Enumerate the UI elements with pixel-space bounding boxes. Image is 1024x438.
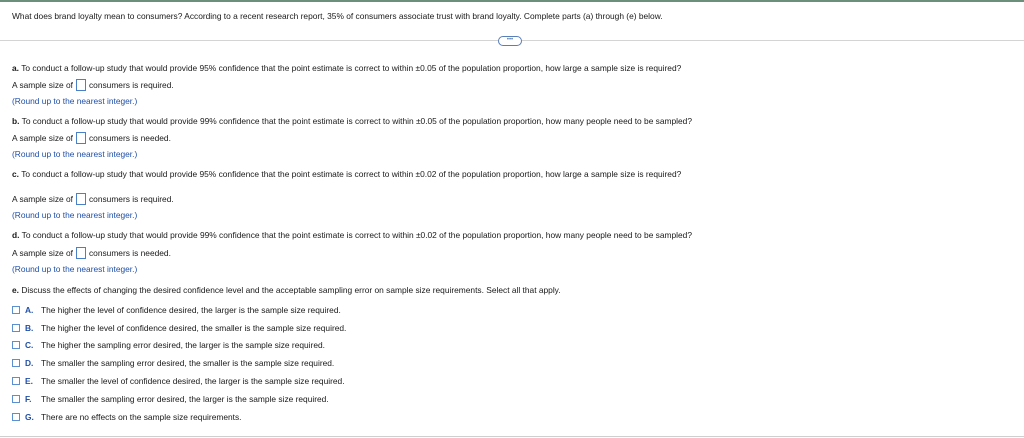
part-c-suffix: consumers is required. <box>88 194 174 204</box>
part-a-text: To conduct a follow-up study that would provide 95% confidence that the point estimate is correct to within ±0.05 of the population proportion, how large a sample size is required? <box>21 63 682 73</box>
part-c-answer-line <box>12 193 174 205</box>
part-a-answer-line <box>12 79 174 91</box>
option-c[interactable] <box>12 340 325 350</box>
part-e-label: e. <box>12 285 19 295</box>
part-e-question <box>12 285 561 295</box>
part-c-prefix: A sample size of <box>12 194 73 204</box>
part-b-hint: (Round up to the nearest integer.) <box>12 149 138 159</box>
option-b-letter: B. <box>25 323 34 333</box>
part-a-suffix: consumers is required. <box>88 80 174 90</box>
part-c-label: c. <box>12 169 19 179</box>
part-d-answer-input[interactable] <box>76 247 86 259</box>
option-e-letter: E. <box>25 376 33 386</box>
option-b[interactable] <box>12 323 346 333</box>
option-g-checkbox[interactable] <box>12 413 20 421</box>
bottom-divider <box>0 436 1024 437</box>
option-e-text: The smaller the level of confidence desired, the larger is the sample size required. <box>41 376 345 386</box>
part-b-suffix: consumers is needed. <box>88 133 171 143</box>
top-accent-bar <box>0 0 1024 2</box>
part-b-answer-input[interactable] <box>76 132 86 144</box>
option-f-checkbox[interactable] <box>12 395 20 403</box>
part-e-text: Discuss the effects of changing the desired confidence level and the acceptable sampling error on sample size requirements. Select all that apply. <box>21 285 561 295</box>
part-c-hint: (Round up to the nearest integer.) <box>12 210 138 220</box>
question-stem: What does brand loyalty mean to consumers? According to a recent research report, 35% of consumers associate trust with brand loyalty. Complete parts (a) through (e) below. <box>12 11 663 21</box>
expand-more-button[interactable]: ••• <box>498 36 522 46</box>
part-a-question <box>12 63 681 73</box>
part-d-answer-line <box>12 247 171 259</box>
option-a[interactable] <box>12 305 341 315</box>
option-f-text: The smaller the sampling error desired, the larger is the sample size required. <box>41 394 329 404</box>
part-d-suffix: consumers is needed. <box>88 248 171 258</box>
option-a-checkbox[interactable] <box>12 306 20 314</box>
option-c-letter: C. <box>25 340 34 350</box>
option-g[interactable] <box>12 412 242 422</box>
option-e-checkbox[interactable] <box>12 377 20 385</box>
option-c-text: The higher the sampling error desired, the larger is the sample size required. <box>41 340 325 350</box>
option-d[interactable] <box>12 358 334 368</box>
part-c-text: To conduct a follow-up study that would provide 95% confidence that the point estimate is correct to within ±0.02 of the population proportion, how large a sample size is required? <box>21 169 682 179</box>
part-a-hint: (Round up to the nearest integer.) <box>12 96 138 106</box>
part-b-prefix: A sample size of <box>12 133 73 143</box>
option-b-checkbox[interactable] <box>12 324 20 332</box>
part-b-question <box>12 116 692 126</box>
option-e[interactable] <box>12 376 345 386</box>
part-b-label: b. <box>12 116 20 126</box>
option-c-checkbox[interactable] <box>12 341 20 349</box>
part-a-answer-input[interactable] <box>76 79 86 91</box>
option-f[interactable] <box>12 394 329 404</box>
option-a-text: The higher the level of confidence desired, the larger is the sample size required. <box>41 305 341 315</box>
option-d-letter: D. <box>25 358 34 368</box>
option-g-text: There are no effects on the sample size requirements. <box>41 412 242 422</box>
option-f-letter: F. <box>25 394 32 404</box>
part-d-hint: (Round up to the nearest integer.) <box>12 264 138 274</box>
part-b-text: To conduct a follow-up study that would provide 99% confidence that the point estimate is correct to within ±0.05 of the population proportion, how many people need to be sampled? <box>21 116 692 126</box>
part-a-label: a. <box>12 63 19 73</box>
option-d-text: The smaller the sampling error desired, the smaller is the sample size required. <box>41 358 335 368</box>
option-g-letter: G. <box>25 412 34 422</box>
option-d-checkbox[interactable] <box>12 359 20 367</box>
option-a-letter: A. <box>25 305 34 315</box>
part-d-label: d. <box>12 230 20 240</box>
part-d-prefix: A sample size of <box>12 248 73 258</box>
option-b-text: The higher the level of confidence desired, the smaller is the sample size required. <box>41 323 347 333</box>
part-a-prefix: A sample size of <box>12 80 73 90</box>
part-c-question <box>12 169 681 179</box>
part-d-text: To conduct a follow-up study that would provide 99% confidence that the point estimate is correct to within ±0.02 of the population proportion, how many people need to be sampled? <box>21 230 692 240</box>
part-d-question <box>12 230 692 240</box>
part-b-answer-line <box>12 132 171 144</box>
part-c-answer-input[interactable] <box>76 193 86 205</box>
